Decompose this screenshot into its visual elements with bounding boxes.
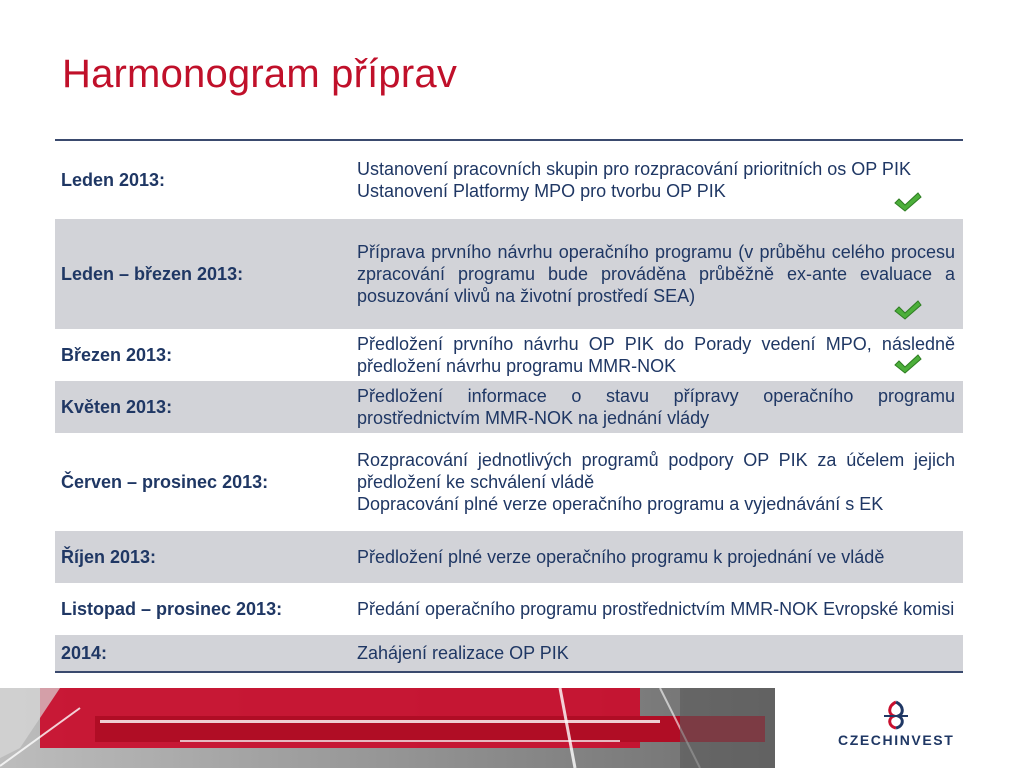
description-line: Příprava prvního návrhu operačního programu (v průběhu celého procesu zpracování programu bude prováděna průběžně ex-ante evaluace a posuzování vlivů na životní prostředí SEA)	[357, 242, 955, 306]
description-line: Dopracování plné verze operačního programu a vyjednávání s EK	[357, 494, 884, 514]
table-row	[55, 433, 963, 531]
period-cell: Květen 2013:	[61, 396, 173, 417]
logo-part-1: CZECH	[838, 732, 895, 748]
table-row	[55, 531, 963, 583]
description-cell	[351, 531, 963, 583]
description-cell	[351, 140, 963, 219]
description-line: Ustanovení Platformy MPO pro tvorbu OP PIK	[357, 181, 726, 201]
table-row	[55, 583, 963, 635]
description-line: Předání operačního programu prostřednictvím MMR-NOK Evropské komisi	[357, 599, 955, 619]
footer-collage-image	[0, 688, 775, 768]
description-line: Ustanovení pracovních skupin pro rozpracování prioritních os OP PIK	[357, 159, 911, 179]
table-row	[55, 381, 963, 433]
period-cell: Leden – březen 2013:	[61, 263, 244, 284]
description-cell	[351, 635, 963, 672]
table-row	[55, 329, 963, 381]
description-cell	[351, 381, 963, 433]
logo-part-2: INVEST	[894, 732, 955, 748]
period-cell: Červen – prosinec 2013:	[61, 471, 269, 492]
slide-title: Harmonogram příprav	[62, 52, 458, 96]
table-row	[55, 140, 963, 219]
czechinvest-logo	[838, 700, 968, 760]
description-cell	[351, 329, 963, 381]
description-cell	[351, 583, 963, 635]
description-cell	[351, 219, 963, 329]
description-line: Předložení informace o stavu přípravy operačního programu prostřednictvím MMR-NOK na jednání vlády	[357, 386, 955, 428]
table-row	[55, 635, 963, 672]
period-cell: Listopad – prosinec 2013:	[61, 598, 283, 619]
footer-decoration	[0, 688, 775, 768]
checkmark-icon	[893, 353, 923, 375]
period-cell: Leden 2013:	[61, 169, 166, 190]
description-line: Zahájení realizace OP PIK	[357, 643, 569, 663]
period-cell: Říjen 2013:	[61, 546, 157, 567]
czechinvest-emblem-icon	[882, 700, 910, 730]
logo-wordmark	[838, 732, 954, 748]
description-line: Předložení prvního návrhu OP PIK do Porady vedení MPO, následně předložení návrhu programu MMR-NOK	[357, 334, 955, 376]
table-row	[55, 219, 963, 329]
period-cell: Březen 2013:	[61, 344, 173, 365]
period-cell: 2014:	[61, 642, 108, 663]
schedule-table	[55, 139, 963, 673]
description-line: Rozpracování jednotlivých programů podpory OP PIK za účelem jejich předložení ke schválení vládě	[357, 450, 955, 492]
description-cell	[351, 433, 963, 531]
description-line: Předložení plné verze operačního programu k projednání ve vládě	[357, 547, 885, 567]
checkmark-icon	[893, 299, 923, 321]
checkmark-icon	[893, 191, 923, 213]
